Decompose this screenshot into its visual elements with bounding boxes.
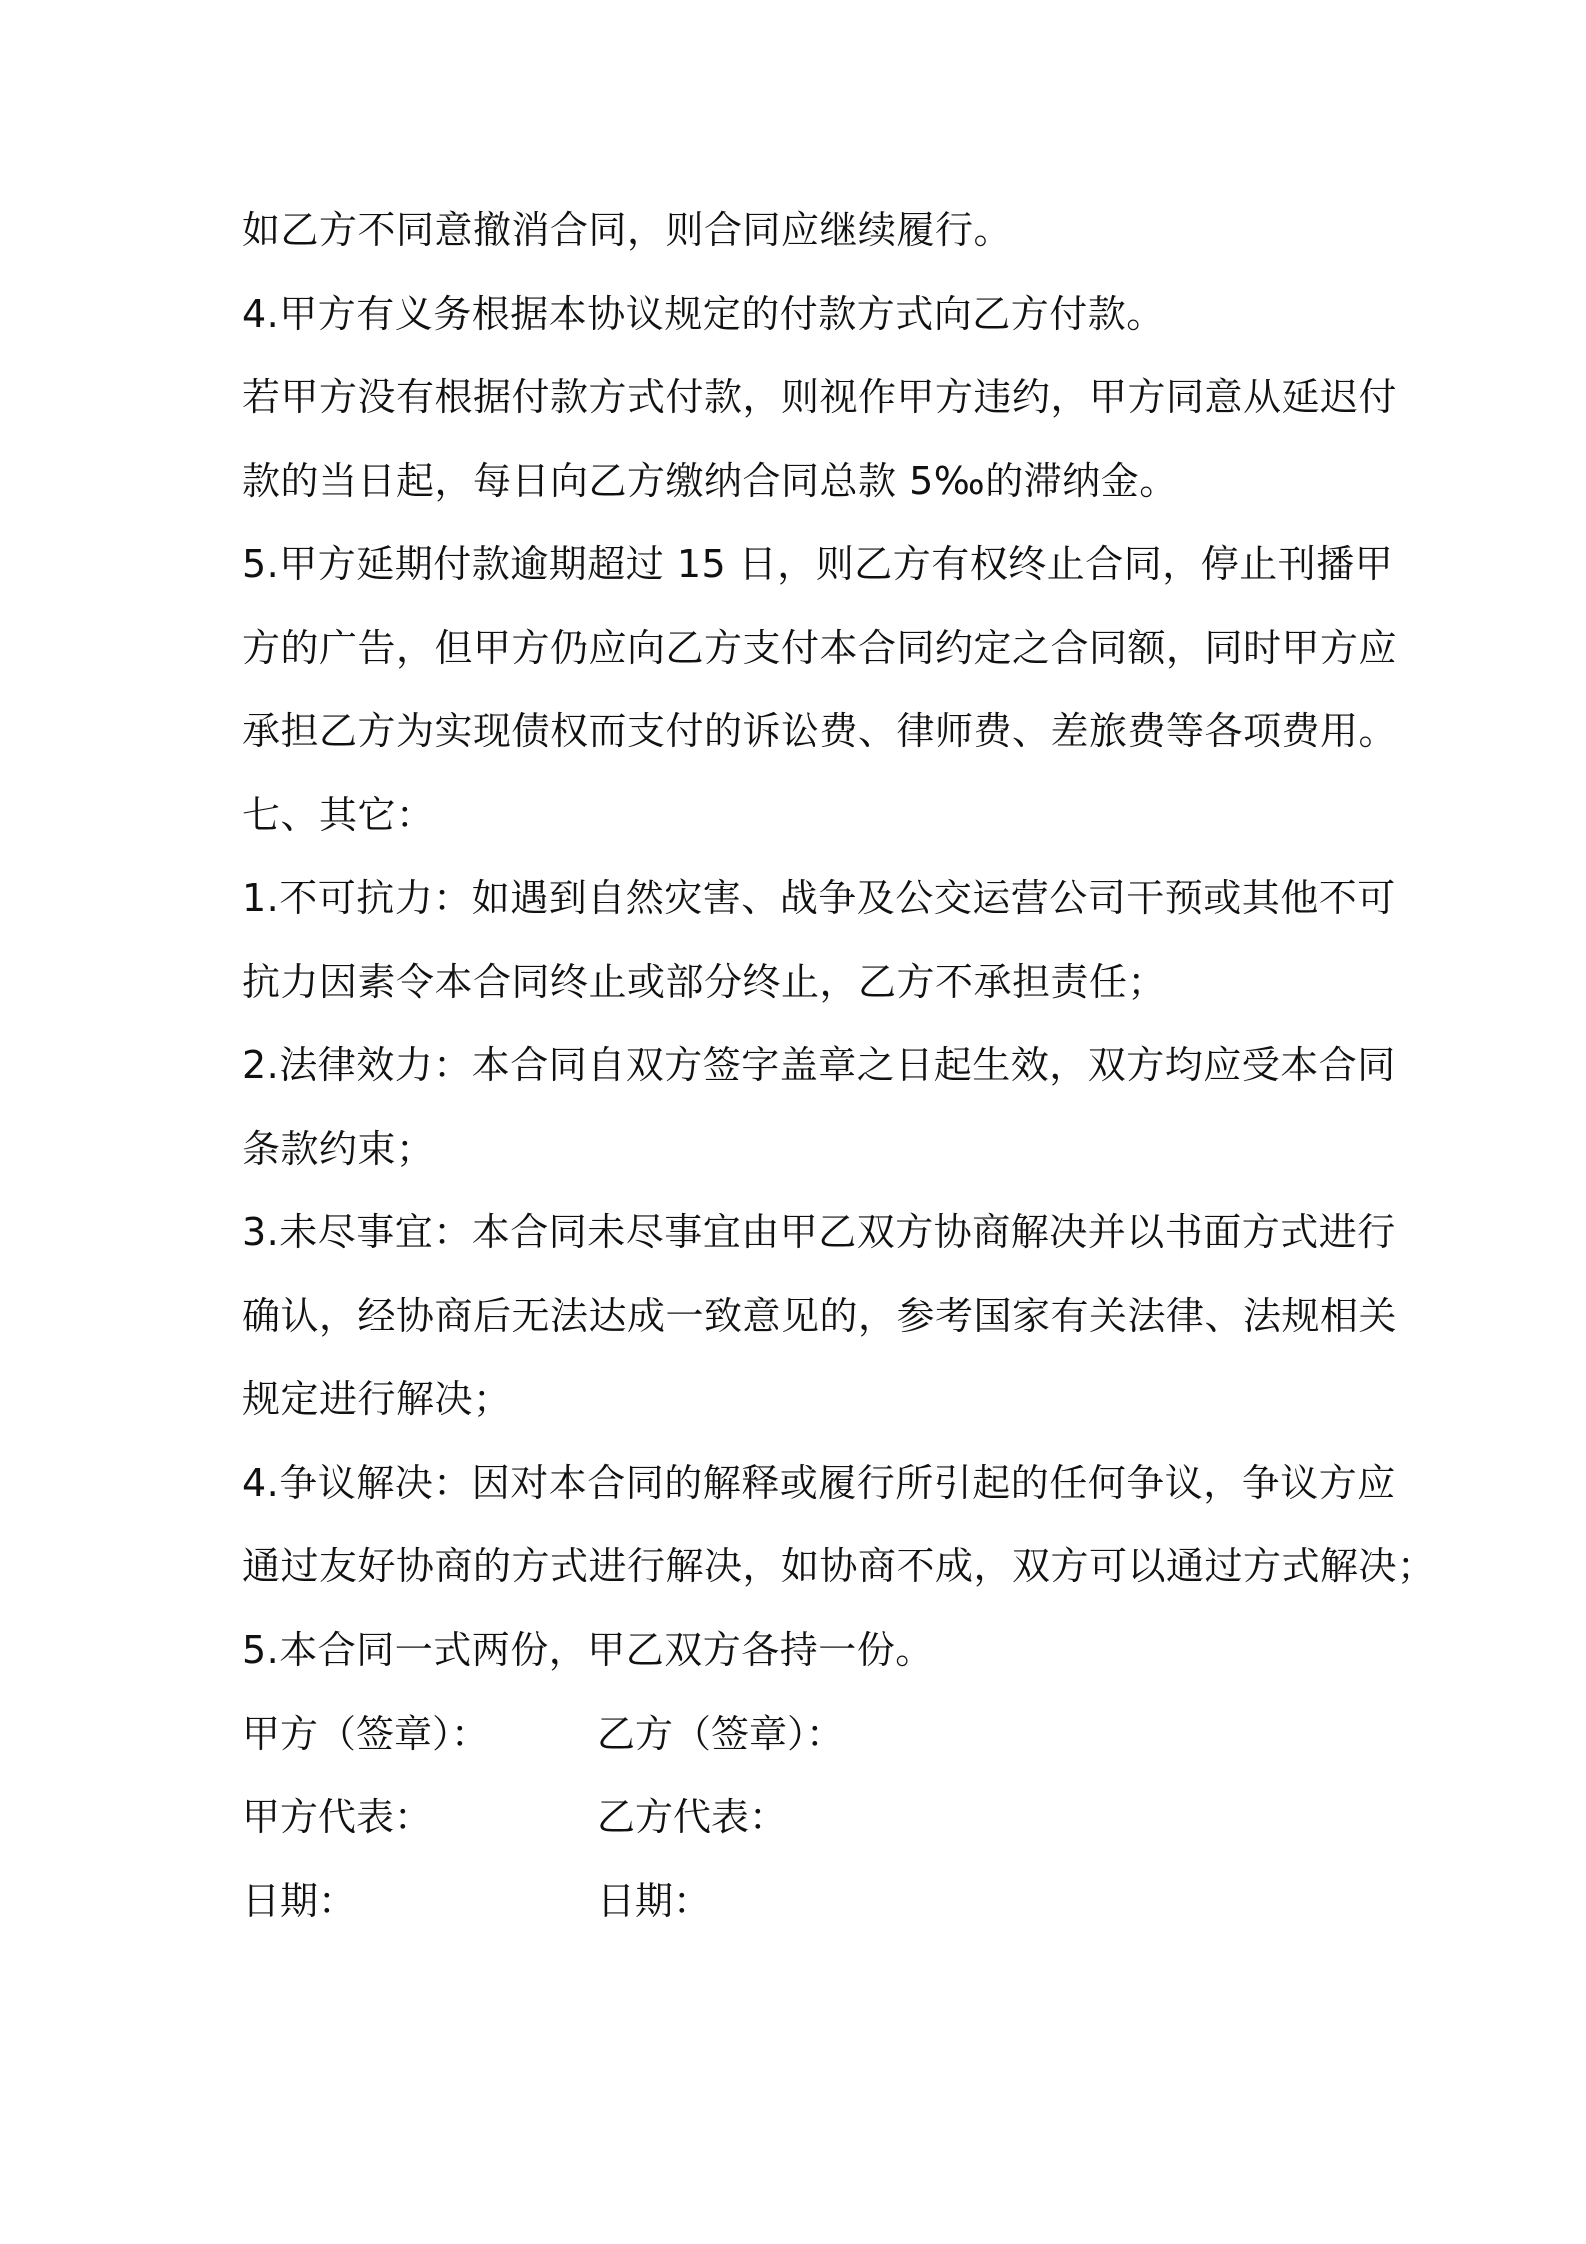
paragraph-line: 通过友好协商的方式进行解决，如协商不成，双方可以通过方式解决； (242, 1544, 1436, 1588)
party-a-date-label: 日期： (242, 1879, 357, 1923)
section-heading: 七、其它： (242, 793, 435, 837)
party-a-rep-label: 甲方代表： (242, 1795, 433, 1839)
paragraph-line: 3.未尽事宜：本合同未尽事宜由甲乙双方协商解决并以书面方式进行 (242, 1210, 1396, 1254)
paragraph-line: 若甲方没有根据付款方式付款，则视作甲方违约，甲方同意从延迟付 (242, 375, 1398, 419)
paragraph-line: 5.甲方延期付款逾期超过 15 日，则乙方有权终止合同，停止刊播甲 (242, 542, 1394, 586)
paragraph-line: 4.甲方有义务根据本协议规定的付款方式向乙方付款。 (242, 292, 1165, 336)
party-b-date-label: 日期： (597, 1879, 712, 1923)
paragraph-line: 抗力因素令本合同终止或部分终止，乙方不承担责任； (242, 960, 1167, 1004)
paragraph-line: 确认，经协商后无法达成一致意见的，参考国家有关法律、法规相关 (242, 1294, 1398, 1338)
paragraph-line: 承担乙方为实现债权而支付的诉讼费、律师费、差旅费等各项费用。 (242, 709, 1398, 753)
paragraph-line: 款的当日起，每日向乙方缴纳合同总款 5‰的滞纳金。 (242, 459, 1178, 503)
paragraph-line: 2.法律效力：本合同自双方签字盖章之日起生效，双方均应受本合同 (242, 1043, 1396, 1087)
paragraph-line: 规定进行解决； (242, 1377, 512, 1421)
paragraph-line: 1.不可抗力：如遇到自然灾害、战争及公交运营公司干预或其他不可 (242, 876, 1396, 920)
party-b-seal-label: 乙方（签章）： (597, 1712, 845, 1756)
paragraph-line: 5.本合同一式两份，甲乙双方各持一份。 (242, 1628, 934, 1672)
paragraph-line: 如乙方不同意撤消合同，则合同应继续履行。 (242, 208, 1013, 252)
party-b-rep-label: 乙方代表： (597, 1795, 788, 1839)
paragraph-line: 条款约束； (242, 1127, 435, 1171)
party-a-seal-label: 甲方（签章）： (242, 1712, 490, 1756)
paragraph-line: 4.争议解决：因对本合同的解释或履行所引起的任何争议，争议方应 (242, 1461, 1396, 1505)
paragraph-line: 方的广告，但甲方仍应向乙方支付本合同约定之合同额，同时甲方应 (242, 626, 1398, 670)
